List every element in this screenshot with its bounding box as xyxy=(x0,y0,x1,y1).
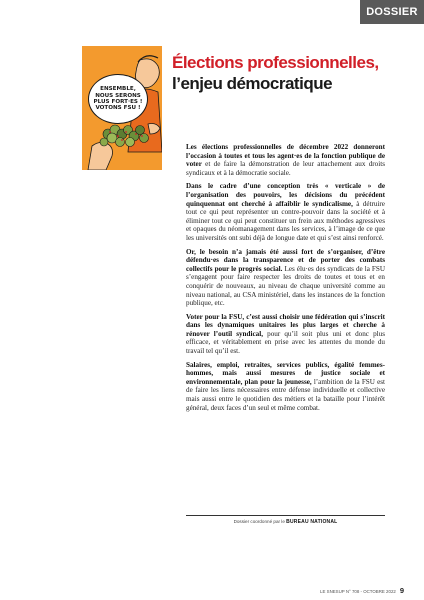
paragraph xyxy=(186,182,385,242)
paragraph-lead: Voter pour la FSU, c’est aussi choisir une fédération qui s’inscrit dans les dynamiques unitaires les plus larges et cherche à rénover l’outil syndical, xyxy=(186,312,385,338)
speech-bubble xyxy=(88,74,148,124)
title-line-1: Élections professionnelles, xyxy=(172,53,379,72)
page-footer xyxy=(320,586,404,595)
bubble-line: PLUS FORT·ES ! xyxy=(93,99,143,105)
paragraph-text: l’ambition de la FSU est de faire les liens nécessaires entre défense individuelle et collective mais aussi entre le quotidien des métiers et la bataille pour l’intérêt général, deux faces d’un seul et même combat. xyxy=(186,377,385,412)
paragraph xyxy=(186,313,385,356)
paragraph xyxy=(186,248,385,308)
paragraph-text: Les élu·es des syndicats de la FSU s’engagent pour faire respecter les droits de toutes et tous et en conquérir de nouveaux, au niveau de chaque université comme au niveau national, au CSA ministériel, dans les instances de la fonction publique, etc. xyxy=(186,264,385,308)
bubble-line: NOUS SERONS xyxy=(95,92,141,99)
article-body xyxy=(186,143,385,417)
credit-line xyxy=(186,519,385,525)
credit-label: Dossier coordonné par le xyxy=(233,519,285,524)
paragraph-text: pour qu’il soit plus uni et donc plus efficace, et véritablement en prise avec les attentes du monde du travail tel qu’il est. xyxy=(186,329,385,356)
paragraph-lead: Or, le besoin n’a jamais été aussi fort de s’organiser, d’être défendu·es dans la transparence et de porter des combats collectifs pour le progrès social. xyxy=(186,247,385,273)
article-title xyxy=(172,52,412,94)
title-line-2: l’enjeu démocratique xyxy=(172,74,333,93)
paragraph-text: à détruire tout ce qui peut représenter un contre-pouvoir dans la société et à éliminer tout ce qui peut constituer un frein aux méthodes agressives et opaques du néomanagement dans les services, à l’image de ce que les universités ont subi déjà de longue date et qui s’est ainsi renforcé. xyxy=(186,199,385,242)
paragraph xyxy=(186,143,385,177)
bubble-line: ENSEMBLE, xyxy=(100,86,136,93)
paragraph-text: et de faire la démonstration de leur attachement aux droits syndicaux et à la démocratie sociale. xyxy=(186,160,385,177)
paragraph xyxy=(186,361,385,413)
bubble-line: VOTONS FSU ! xyxy=(95,105,141,112)
credit-divider xyxy=(186,515,385,516)
credit-name: BUREAU NATIONAL xyxy=(286,519,338,525)
paragraph-lead: Dans le cadre d’une conception très « verticale » de l’organisation des pouvoirs, les décisions du précédent quinquennat ont cherché à affaiblir le syndicalisme, xyxy=(186,182,385,208)
cartoon-illustration xyxy=(82,46,162,170)
paragraph-lead: Salaires, emploi, retraites, services publics, égalité femmes-hommes, mais aussi mesures de justice sociale et environnementale, plan pour la jeunesse, xyxy=(186,360,385,386)
section-tag: DOSSIER xyxy=(360,0,424,24)
paragraph-lead: Les élections professionnelles de décembre 2022 donneront l’occasion à toutes et tous les agent·es de la fonction publique de voter xyxy=(186,143,385,169)
page-number: 9 xyxy=(399,586,404,595)
publication-info: LE SNESUP N° 708 - OCTOBRE 2022 xyxy=(320,589,396,594)
